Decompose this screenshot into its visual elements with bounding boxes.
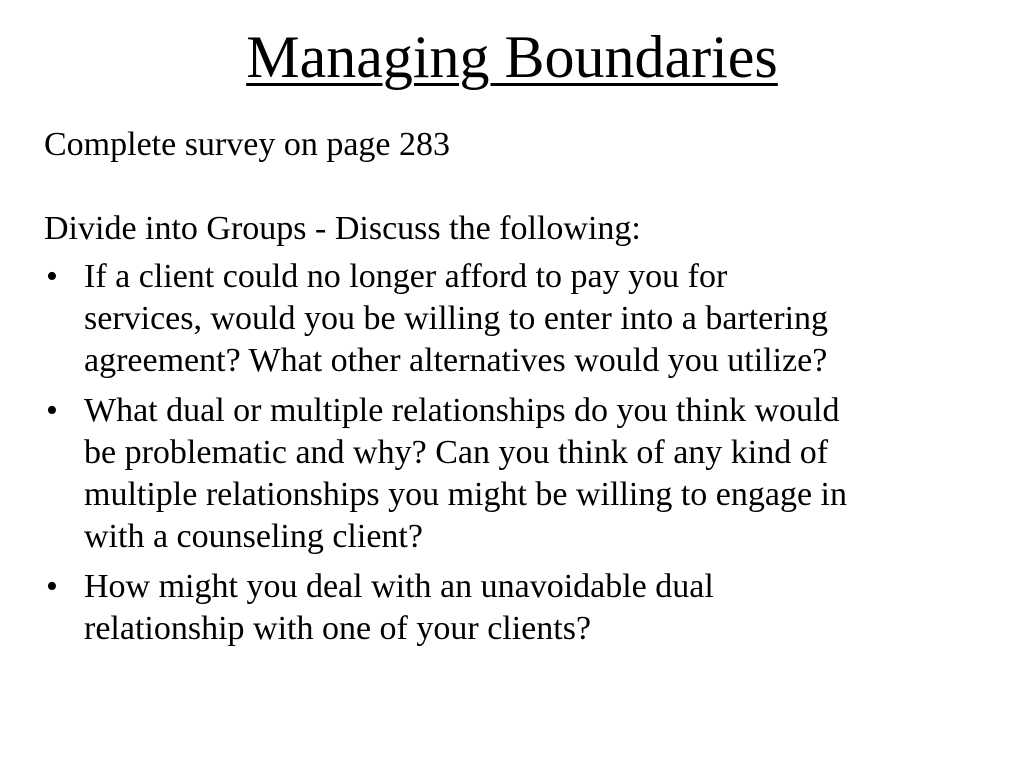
- bullet-text: If a client could no longer afford to pay you for services, would you be willing to enter into a bartering agreement? What other alternatives would you utilize?: [84, 258, 829, 379]
- bullet-icon: •: [46, 392, 58, 429]
- bullet-item: [44, 390, 994, 558]
- slide-title-text: Managing Boundaries: [246, 24, 778, 90]
- bullet-item: [44, 566, 994, 650]
- lead-text: Divide into Groups - Discuss the following:: [44, 210, 641, 247]
- bullet-icon: •: [46, 568, 58, 605]
- intro-text: Complete survey on page 283: [44, 126, 451, 163]
- bullet-icon: •: [46, 258, 58, 295]
- bullet-text: How might you deal with an unavoidable dual relationship with one of your clients?: [84, 568, 714, 647]
- slide-body: [44, 124, 994, 658]
- slide-title: [0, 22, 1024, 92]
- bullet-item: [44, 256, 994, 382]
- bullet-text: What dual or multiple relationships do you think would be problematic and why? Can you think of any kind of multiple relationships you might be willing to engage in with a counseling client?: [84, 392, 848, 555]
- bullet-list: [44, 256, 994, 650]
